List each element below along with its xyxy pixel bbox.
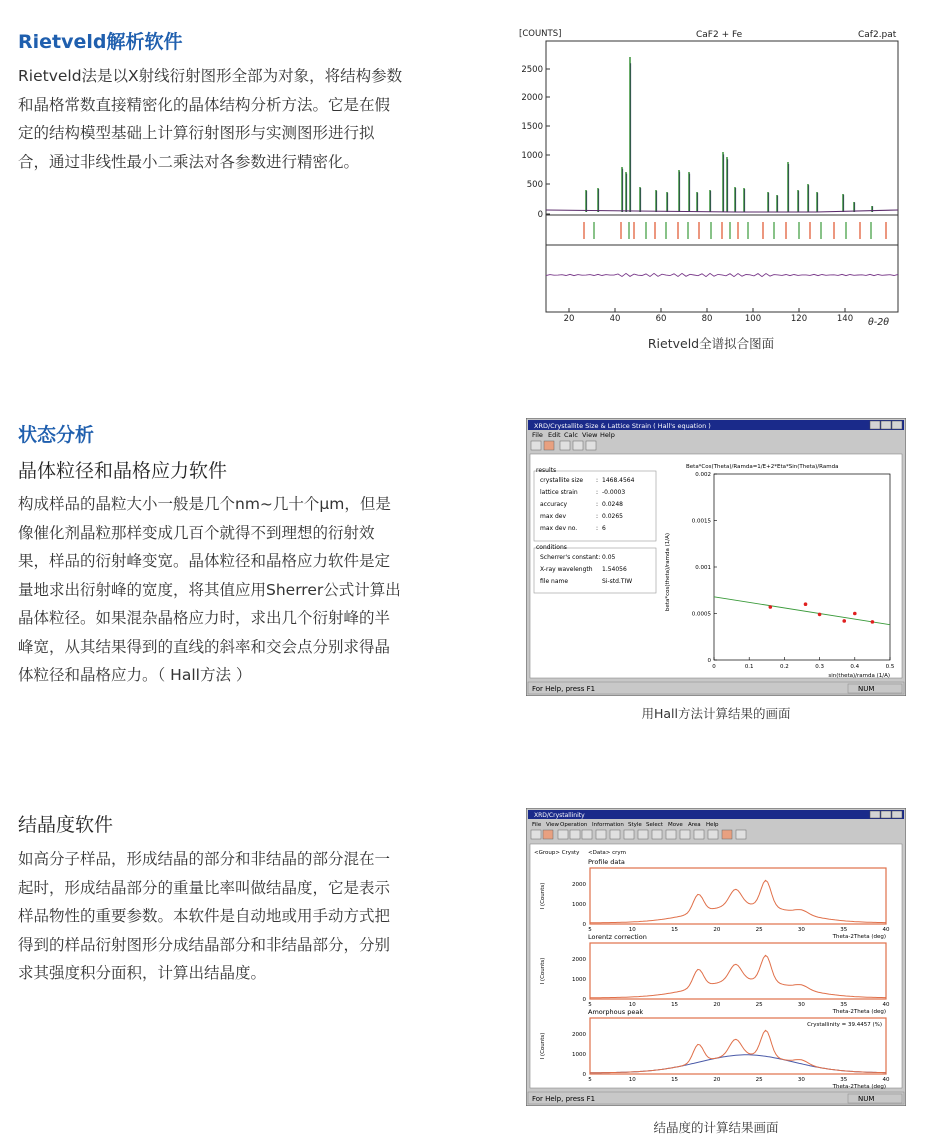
panel-x-tick-label: 30 xyxy=(797,927,805,933)
toolbar-button-icon[interactable] xyxy=(558,830,568,839)
result-colon: : xyxy=(596,525,599,532)
text-line: 定的结构模型基础上计算衍射图形与实测图形进行拟 xyxy=(18,124,375,142)
rietveld-figure xyxy=(516,24,910,332)
condition-value: 0.05 xyxy=(602,554,616,561)
menu-item[interactable]: Information xyxy=(592,822,624,828)
maximize-button[interactable] xyxy=(881,811,891,818)
hall-window-controls[interactable] xyxy=(870,421,902,429)
x-tick-label: 60 xyxy=(655,314,667,324)
menu-file[interactable]: File xyxy=(532,431,543,439)
menu-item[interactable]: View xyxy=(546,822,560,828)
text-line: 体粒径和晶格应力。（ Hall方法 ） xyxy=(18,666,252,684)
y-tick-label: 2000 xyxy=(521,93,543,103)
data-point xyxy=(818,613,822,617)
x-tick-label: 40 xyxy=(609,314,621,324)
cryst-status-text: For Help, press F1 xyxy=(532,1095,596,1103)
text-line: 求其强度积分面积，计算出结晶度。 xyxy=(18,964,267,982)
menu-help[interactable]: Help xyxy=(600,431,615,439)
panel-x-tick-label: 40 xyxy=(882,927,890,933)
data-point xyxy=(853,612,857,616)
x-tick-label: 0.1 xyxy=(744,664,754,670)
panel-x-tick-label: 10 xyxy=(628,927,636,933)
toolbar-button-icon[interactable] xyxy=(582,830,592,839)
text-line: 果，样品的衍射峰变宽。晶体粒径和晶格应力软件是定 xyxy=(18,552,391,570)
crystallinity-note: Crystallinity = 39.4457 (%) xyxy=(807,1022,882,1028)
result-key: crystallite size xyxy=(540,477,584,484)
toolbar-button-icon[interactable] xyxy=(722,830,732,839)
rietveld-frame xyxy=(546,41,898,312)
open-icon[interactable] xyxy=(531,441,541,450)
hall-status-text: For Help, press F1 xyxy=(532,685,596,693)
panel-x-tick-label: 35 xyxy=(840,1002,848,1008)
text-line: 样品物性的重要参数。本软件是自动地或用手动方式把 xyxy=(18,907,391,925)
hall-plot-xlabel: sin(theta)/ramda (1/A) xyxy=(828,673,890,679)
panel-y-tick-label: 1000 xyxy=(572,1052,586,1058)
rietveld-description xyxy=(18,62,468,176)
hall-window-title: XRD/Crystallite Size & Lattice Strain ( Hall's equation ) xyxy=(534,422,711,430)
result-value: 6 xyxy=(602,525,606,532)
hall-plot-title: Beta*Cos(Theta)/Ramda=1/E+2*Eta*Sin(Theta)/Ramda xyxy=(686,464,839,470)
data-point xyxy=(769,605,773,609)
panel-ylabel: I (Counts) xyxy=(540,957,546,985)
panel-x-tick-label: 20 xyxy=(713,1002,721,1008)
result-value: 0.0248 xyxy=(602,501,623,508)
panel-y-tick-label: 0 xyxy=(582,1072,586,1078)
text-line: 像催化剂晶粒那样变成几百个就得不到理想的衍射效 xyxy=(18,523,375,542)
rietveld-difference-curve xyxy=(546,273,898,276)
text-line: 得到的样品衍射图形分成结晶部分和非结晶部分，分别 xyxy=(18,935,391,954)
toolbar-button-icon[interactable] xyxy=(694,830,704,839)
y-tick-label: 0.002 xyxy=(695,472,711,478)
panel-x-tick-label: 15 xyxy=(671,927,679,933)
y-tick-label: 0.0005 xyxy=(691,611,711,618)
panel-x-tick-label: 25 xyxy=(755,1077,763,1083)
result-key: accuracy xyxy=(540,501,568,508)
toolbar-button-icon[interactable] xyxy=(638,830,648,839)
panel-xlabel: Theta-2Theta (deg) xyxy=(832,1084,886,1090)
cryst-window-title: XRD/Crystallinity xyxy=(534,812,585,819)
text-line: 合，通过非线性最小二乘法对各参数进行精密化。 xyxy=(18,152,360,171)
y-tick-label: 1000 xyxy=(521,151,543,161)
menu-item[interactable]: Help xyxy=(706,822,719,828)
print-icon[interactable] xyxy=(560,441,570,450)
save-icon[interactable] xyxy=(544,441,554,450)
x-tick-label: 20 xyxy=(563,314,575,324)
rietveld-title: CaF2 + Fe xyxy=(696,30,743,40)
result-key: max dev no. xyxy=(540,525,578,532)
toolbar-button-icon[interactable] xyxy=(680,830,690,839)
panel-xlabel: Theta-2Theta (deg) xyxy=(832,1009,886,1015)
maximize-button[interactable] xyxy=(881,421,891,429)
menu-edit[interactable]: Edit xyxy=(548,431,561,439)
hall-window xyxy=(526,418,906,696)
section-title-crystallinity: 结晶度软件 xyxy=(18,814,114,836)
text-line: 量地求出衍射峰的宽度，将其值应用Sherrer公式计算出 xyxy=(18,580,401,599)
context-help-icon[interactable] xyxy=(586,441,596,450)
toolbar-button-icon[interactable] xyxy=(736,830,746,839)
menu-item[interactable]: Select xyxy=(646,822,663,828)
rietveld-ylabel: [COUNTS] xyxy=(519,29,562,39)
result-value: 1468.4564 xyxy=(602,477,635,484)
toolbar-button-icon[interactable] xyxy=(666,830,676,839)
panel-x-tick-label: 5 xyxy=(588,1002,592,1008)
text-line: 如高分子样品，形成结晶的部分和非结晶的部分混在一 xyxy=(18,850,391,868)
text-line: 构成样品的晶粒大小一般是几个nm~几十个μm，但是 xyxy=(18,495,391,513)
panel-y-tick-label: 1000 xyxy=(572,902,586,908)
panel-x-tick-label: 30 xyxy=(797,1002,805,1008)
panel-title: Profile data xyxy=(588,858,625,866)
panel-y-tick-label: 2000 xyxy=(572,882,586,888)
x-tick-label: 80 xyxy=(701,314,713,324)
x-tick-label: 0.4 xyxy=(850,664,860,670)
panel-x-tick-label: 40 xyxy=(882,1002,890,1008)
condition-key: Scherrer's constant: xyxy=(540,554,601,561)
x-tick-label: 100 xyxy=(744,314,762,324)
menu-item[interactable]: Move xyxy=(668,822,683,828)
text-line: Rietveld法是以X射线衍射图形全部为对象，将结构参数 xyxy=(18,67,403,85)
toolbar-button-icon[interactable] xyxy=(610,830,620,839)
group-label: <Group> Crysty xyxy=(534,850,580,856)
menu-view[interactable]: View xyxy=(582,431,598,439)
menu-item[interactable]: Area xyxy=(688,822,701,828)
minimize-button[interactable] xyxy=(870,421,880,429)
condition-key: file name xyxy=(540,578,569,585)
result-colon: : xyxy=(596,513,599,520)
result-value: -0.0003 xyxy=(602,489,626,496)
x-tick-label: 0.3 xyxy=(815,664,824,670)
panel-x-tick-label: 20 xyxy=(713,1077,721,1083)
panel-x-tick-label: 20 xyxy=(713,927,721,933)
hall-toolbar xyxy=(531,441,596,450)
menu-item[interactable]: Operation xyxy=(560,822,588,828)
panel-x-tick-label: 5 xyxy=(588,1077,592,1083)
close-button[interactable] xyxy=(892,421,902,429)
rietveld-caption: Rietveld全谱拟合图面 xyxy=(647,336,775,351)
y-tick-label: 1500 xyxy=(521,122,543,132)
help-icon[interactable] xyxy=(573,441,583,450)
rietveld-x-ticks xyxy=(564,308,854,324)
panel-x-tick-label: 30 xyxy=(797,1077,805,1083)
rietveld-file: Caf2.pat xyxy=(858,30,897,40)
data-point xyxy=(871,620,875,624)
text-line: 起时，形成结晶部分的重量比率叫做结晶度，它是表示 xyxy=(18,878,391,897)
hall-plot-ylabel: beta*cos(theta)/ramda (1/A) xyxy=(665,532,671,612)
text-line: 晶体粒径。如果混杂晶格应力时，求出几个衍射峰的半 xyxy=(18,609,391,627)
data-point xyxy=(842,619,846,623)
panel-ylabel: I (Counts) xyxy=(540,1032,546,1060)
panel-title: Amorphous peak xyxy=(588,1008,644,1016)
minimize-button[interactable] xyxy=(870,811,880,818)
crystallinity-description xyxy=(18,845,468,988)
x-tick-label: 0 xyxy=(712,664,716,670)
text-line: 和晶格常数直接精密化的晶体结构分析方法。它是在假 xyxy=(18,95,391,114)
toolbar-button-icon[interactable] xyxy=(531,830,541,839)
toolbar-button-icon[interactable] xyxy=(596,830,606,839)
data-label: <Data> crym xyxy=(588,850,626,856)
hall-caption: 用Hall方法计算结果的画面 xyxy=(641,706,791,721)
result-key: lattice strain xyxy=(540,489,578,496)
panel-xlabel: Theta-2Theta (deg) xyxy=(832,934,886,940)
num-indicator: NUM xyxy=(858,1095,875,1103)
crystallinity-window xyxy=(526,808,906,1106)
condition-value: Si-std.TIW xyxy=(602,578,633,585)
panel-x-tick-label: 5 xyxy=(588,927,592,933)
result-colon: : xyxy=(596,477,599,484)
toolbar-button-icon[interactable] xyxy=(652,830,662,839)
toolbar-button-icon[interactable] xyxy=(570,830,580,839)
num-indicator: NUM xyxy=(858,685,875,693)
section-title-state-analysis: 状态分析 xyxy=(18,424,95,446)
panel-x-tick-label: 40 xyxy=(882,1077,890,1083)
x-tick-label: 140 xyxy=(836,314,854,324)
panel-x-tick-label: 15 xyxy=(671,1077,679,1083)
crystallinity-caption: 结晶度的计算结果画面 xyxy=(653,1120,779,1135)
toolbar-button-icon[interactable] xyxy=(543,830,553,839)
rietveld-xlabel: θ-2θ xyxy=(868,317,890,328)
menu-calc[interactable]: Calc xyxy=(564,431,578,439)
close-button[interactable] xyxy=(892,811,902,818)
result-value: 0.0265 xyxy=(602,513,623,520)
result-key: max dev xyxy=(540,513,567,520)
y-tick-label: 500 xyxy=(526,180,543,190)
y-tick-label: 0 xyxy=(707,658,711,664)
conditions-label: conditions xyxy=(536,544,567,551)
toolbar-button-icon[interactable] xyxy=(708,830,718,839)
panel-x-tick-label: 25 xyxy=(755,1002,763,1008)
rietveld-bragg-markers xyxy=(584,222,886,239)
panel-x-tick-label: 25 xyxy=(755,927,763,933)
panel-x-tick-label: 10 xyxy=(628,1077,636,1083)
menu-item[interactable]: File xyxy=(532,822,542,828)
crystallite-description xyxy=(18,490,468,690)
panel-x-tick-label: 35 xyxy=(840,1077,848,1083)
y-tick-label: 0.0015 xyxy=(691,518,711,525)
menu-item[interactable]: Style xyxy=(628,822,642,828)
panel-y-tick-label: 2000 xyxy=(572,1032,586,1038)
panel-y-tick-label: 1000 xyxy=(572,977,586,983)
panel-title: Lorentz correction xyxy=(588,933,647,941)
x-tick-label: 0.5 xyxy=(885,664,895,670)
toolbar-button-icon[interactable] xyxy=(624,830,634,839)
result-colon: : xyxy=(596,501,599,508)
panel-x-tick-label: 10 xyxy=(628,1002,636,1008)
condition-key: X-ray wavelength xyxy=(540,566,593,573)
results-label: results xyxy=(536,467,557,474)
cryst-window-controls[interactable] xyxy=(870,811,902,818)
section-title-rietveld: Rietveld解析软件 xyxy=(18,31,183,53)
y-tick-label: 2500 xyxy=(521,65,543,75)
panel-y-tick-label: 2000 xyxy=(572,957,586,963)
panel-y-tick-label: 0 xyxy=(582,922,586,928)
y-tick-label: 0.001 xyxy=(695,565,711,571)
result-colon: : xyxy=(596,489,599,496)
y-tick-label: 0 xyxy=(537,210,543,220)
x-tick-label: 120 xyxy=(790,314,808,324)
panel-y-tick-label: 0 xyxy=(582,997,586,1003)
subtitle-crystallite: 晶体粒径和晶格应力软件 xyxy=(18,460,228,482)
panel-ylabel: I (Counts) xyxy=(540,882,546,910)
panel-x-tick-label: 15 xyxy=(671,1002,679,1008)
rietveld-peaks xyxy=(586,57,873,212)
panel-x-tick-label: 35 xyxy=(840,927,848,933)
data-point xyxy=(804,602,808,606)
text-line: 峰宽，从其结果得到的直线的斜率和交会点分别求得晶 xyxy=(18,637,391,656)
x-tick-label: 0.2 xyxy=(780,664,789,670)
cryst-toolbar xyxy=(531,830,746,839)
condition-value: 1.54056 xyxy=(602,566,627,573)
